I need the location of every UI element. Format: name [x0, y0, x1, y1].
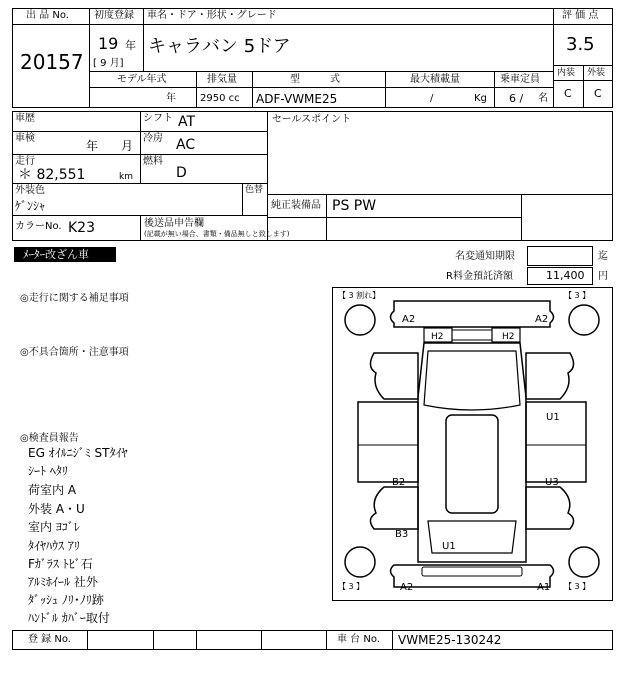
- model-year-unit: 年: [166, 93, 176, 104]
- mileage-label: 走行: [15, 156, 35, 167]
- chassis-no: VWME25-130242: [398, 633, 502, 647]
- body-outline: [418, 343, 526, 562]
- inspection-label: 車検: [15, 133, 35, 144]
- damage-label: U3: [545, 477, 559, 488]
- ext-color: ｹﾞﾝｼｬ: [15, 199, 46, 213]
- inspector-line: 室内 ﾖｺﾞﾚ: [28, 520, 80, 534]
- damage-label: H2: [502, 332, 515, 342]
- aftermarket-label: 後送品申告欄: [144, 218, 204, 229]
- interior-label: 内装: [557, 68, 576, 78]
- defects-title: ◎不具合箇所・注意事項: [20, 347, 129, 358]
- inspector-line: ｱﾙﾐﾎｲｰﾙ 社外: [28, 575, 98, 589]
- recycle-fee: 11,400: [546, 269, 585, 282]
- diagram-corner-br: 【 3 】: [564, 582, 591, 591]
- inspector-line: EG ｵｲﾙﾆｼﾞﾐ STﾀｲﾔ: [28, 446, 128, 460]
- mileage-unit: km: [119, 172, 133, 182]
- car-name-label: 車名・ドア・形状・グレード: [147, 10, 277, 21]
- aftermarket-note: (記載が無い場合、書類・備品無しと致します): [144, 230, 290, 238]
- deadline-unit: 迄: [598, 251, 608, 262]
- damage-label: A2: [402, 314, 416, 325]
- first-reg-year-unit: 年: [125, 39, 136, 52]
- color-no-label: カラーNo.: [15, 221, 62, 232]
- tire-rear-left: [345, 547, 375, 577]
- inspector-line: 荷室内 A: [28, 483, 77, 497]
- inspector-line: ﾊﾝﾄﾞﾙ ｶﾊﾞｰ取付: [28, 611, 110, 625]
- fender-front-right: [526, 353, 574, 399]
- model-type: ADF-VWME25: [256, 92, 338, 106]
- max-load-unit: Kg: [474, 93, 487, 104]
- overall-score: 3.5: [566, 34, 595, 55]
- car-name: キャラバン 5ドア: [148, 36, 291, 57]
- inspector-line: ﾀｲﾔﾊｳｽ ｱﾘ: [28, 539, 80, 553]
- inspector-line: Fｶﾞﾗｽ ﾄﾋﾞ石: [28, 557, 93, 571]
- damage-label: U1: [546, 412, 560, 423]
- capacity-label: 乗車定員: [500, 74, 540, 85]
- inspector-title: ◎検査員報告: [20, 433, 79, 444]
- ac: AC: [176, 137, 196, 153]
- mileage: ＊ 82,551: [18, 167, 86, 183]
- deadline-box: [527, 246, 593, 266]
- first-reg-label: 初度登録: [94, 10, 134, 21]
- meter-tamper-text: ﾒｰﾀｰ改ざん車: [23, 248, 89, 261]
- max-load-slash: /: [430, 93, 434, 104]
- fender-front-left: [370, 353, 418, 399]
- chassis-no-label: 車 台 No.: [337, 634, 380, 645]
- shift: AT: [178, 114, 196, 130]
- tire-front-left: [345, 305, 375, 335]
- rear-plate: [422, 567, 522, 576]
- score-label: 評 価 点: [562, 10, 599, 21]
- capacity: 6 /: [509, 92, 524, 105]
- damage-label: A2: [400, 582, 414, 593]
- inspector-line: ﾀﾞｯｼｭ ﾉﾘ･ﾉﾘ跡: [28, 593, 104, 607]
- color-change-label: 色替: [245, 185, 264, 195]
- fuel: D: [176, 165, 187, 181]
- equipment: PS PW: [332, 198, 377, 214]
- max-load-label: 最大積載量: [410, 74, 460, 85]
- damage-label: U1: [442, 541, 456, 552]
- lot-number: 20157: [20, 50, 84, 74]
- capacity-unit: 名: [538, 93, 548, 104]
- ac-label: 冷房: [143, 133, 163, 144]
- type-label: 型 式: [290, 74, 340, 85]
- tire-front-right: [569, 305, 599, 335]
- recycle-unit: 円: [598, 271, 608, 282]
- exterior-label: 外装: [587, 68, 606, 78]
- car-damage-diagram: [332, 287, 613, 601]
- fender-rear-right: [526, 487, 574, 529]
- inspection-year: 年: [86, 139, 99, 153]
- diagram-corner-bl: 【 3 】: [338, 582, 365, 591]
- roof: [446, 415, 498, 513]
- recycle-label: R料金預託済額: [446, 271, 513, 282]
- inspection-month: 月: [121, 139, 134, 153]
- damage-label: A1: [537, 582, 551, 593]
- shift-label: シフト: [143, 113, 173, 124]
- diagram-corner-tr: 【 3 】: [564, 291, 591, 300]
- door-left: [358, 402, 418, 482]
- damage-label: A2: [535, 314, 549, 325]
- ext-color-label: 外装色: [15, 185, 45, 196]
- damage-label: H2: [431, 332, 444, 342]
- fender-rear-left: [370, 487, 418, 529]
- sales-point-label: セールスポイント: [272, 114, 352, 125]
- lot-label: 出 品 No.: [26, 10, 69, 21]
- damage-label: B3: [395, 529, 409, 540]
- exterior-score: C: [594, 87, 602, 100]
- first-reg-year: 19: [98, 34, 119, 53]
- registration-no-label: 登 録 No.: [28, 634, 71, 645]
- model-year-label: モデル年式: [117, 74, 167, 85]
- inspector-line: 外装 A・U: [28, 502, 85, 516]
- windshield: [424, 351, 520, 410]
- displacement-label: 排気量: [207, 74, 237, 85]
- inspector-line: ｼｰﾄ ﾍﾀﾘ: [28, 464, 68, 478]
- grille: [452, 330, 492, 340]
- fuel-label: 燃料: [143, 156, 163, 167]
- interior-score: C: [564, 87, 572, 100]
- damage-label: B2: [392, 477, 406, 488]
- meter-tamper-badge: [14, 247, 116, 262]
- tire-rear-right: [569, 547, 599, 577]
- history-label: 車歴: [15, 113, 35, 124]
- first-reg-month: [ 9 月]: [93, 58, 124, 69]
- equipment-label: 純正装備品: [271, 200, 321, 211]
- driving-notes-title: ◎走行に関する補足事項: [20, 293, 129, 304]
- color-no: K23: [68, 220, 95, 236]
- deadline-label: 名変通知期限: [455, 251, 515, 262]
- diagram-corner-tl: 【 3 割れ】: [338, 291, 381, 300]
- displacement: 2950 cc: [200, 93, 240, 104]
